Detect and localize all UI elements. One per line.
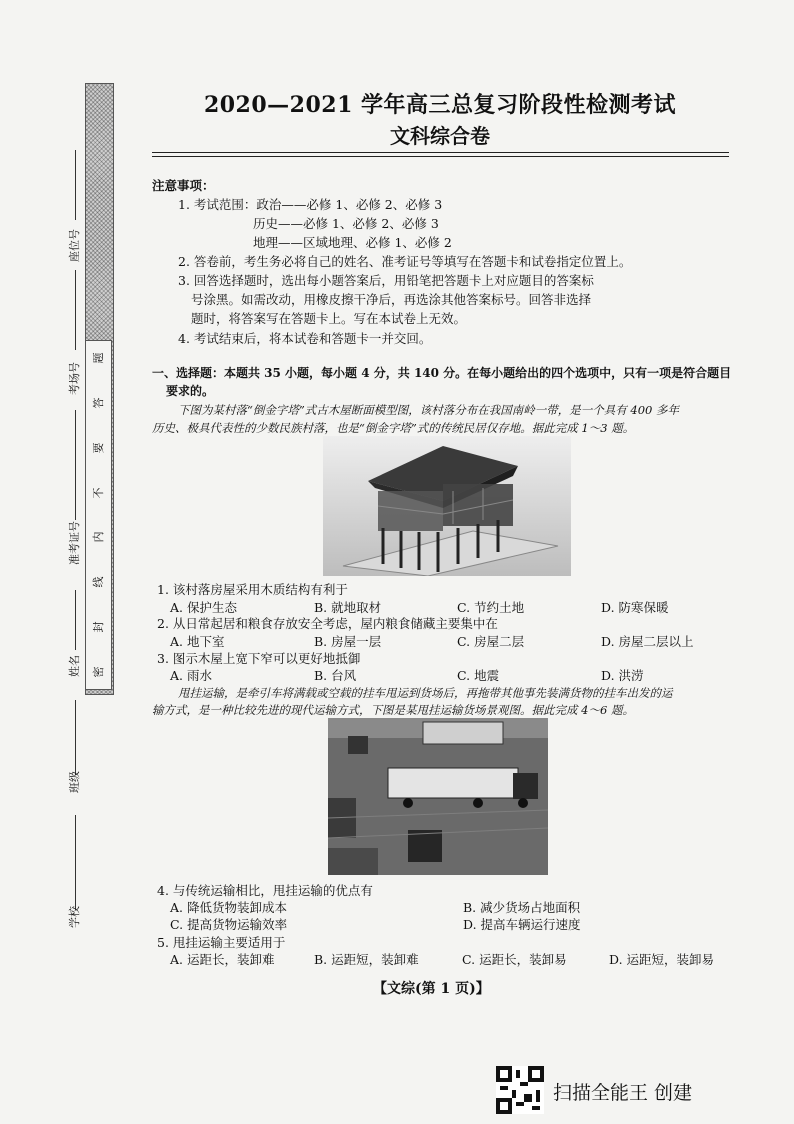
seal-char: 密 [91, 666, 105, 678]
room-number-label: 考场号 [68, 362, 81, 395]
question-stem: 5. 甩挂运输主要适用于 [157, 935, 286, 950]
notice-line: 3. 回答选择题时，选出每小题答案后，用铅笔把答题卡上对应题目的答案标 [178, 273, 594, 288]
notice-line: 1. 考试范围：政治——必修 1、必修 2、必修 3 [178, 197, 443, 212]
seal-char: 答 [91, 397, 105, 409]
seal-char: 封 [91, 621, 105, 633]
option-d[interactable]: D. 运距短，装卸易 [609, 952, 715, 967]
seal-char: 要 [91, 442, 105, 454]
option-a[interactable]: A. 降低货物装卸成本 [170, 900, 287, 915]
page-number-label: 【文综(第 1 页)】 [373, 981, 490, 997]
question-stem: 3. 图示木屋上宽下窄可以更好地抵御 [157, 651, 361, 666]
notice-heading: 注意事项： [152, 178, 215, 193]
question-stem: 4. 与传统运输相比，甩挂运输的优点有 [157, 883, 373, 898]
seat-number-label: 座位号 [68, 229, 81, 262]
option-b[interactable]: B. 运距短，装卸难 [314, 952, 419, 967]
class-label: 班级 [68, 771, 81, 793]
intro-paragraph: 历史、极具代表性的少数民族村落，也是“倒金字塔”式的传统民居仅存地。据此完成 1～3 题。 [152, 421, 635, 435]
freight-yard-image [328, 718, 548, 875]
intro-paragraph: 下图为某村落“倒金字塔”式古木屋断面模型图，该村落分布在我国南岭一带，是一个具有 400 多年 [178, 403, 680, 417]
option-b[interactable]: B. 就地取材 [314, 600, 382, 615]
option-d[interactable]: D. 防寒保暖 [601, 600, 669, 615]
option-b[interactable]: B. 减少货场占地面积 [463, 900, 581, 915]
option-a[interactable]: A. 地下室 [170, 634, 225, 649]
notice-line: 历史——必修 1、必修 2、必修 3 [253, 216, 439, 231]
name-label: 姓名 [68, 655, 81, 677]
exam-id-label: 准考证号 [68, 521, 81, 565]
notice-line: 地理——区域地理、必修 1、必修 2 [253, 235, 452, 250]
section-heading-cont: 要求的。 [166, 384, 215, 398]
question-stem: 1. 该村落房屋采用木质结构有利于 [157, 582, 348, 597]
wooden-house-model-image [323, 436, 571, 576]
seat-number-line[interactable] [75, 150, 76, 220]
room-number-line[interactable] [75, 270, 76, 350]
class-line[interactable] [75, 700, 76, 775]
option-d[interactable]: D. 洪涝 [601, 668, 644, 683]
option-c[interactable]: C. 地震 [457, 668, 500, 683]
qr-code-icon [496, 1066, 544, 1114]
option-b[interactable]: B. 台风 [314, 668, 357, 683]
exam-title: 2020—2021 学年高三总复习阶段性检测考试 [203, 92, 677, 118]
notice-line: 题时，将答案写在答题卡上。写在本试卷上无效。 [191, 311, 467, 326]
seal-char: 内 [91, 531, 105, 543]
notice-line: 2. 答卷前，考生务必将自己的姓名、准考证号等填写在答题卡和试卷指定位置上。 [178, 254, 632, 269]
option-c[interactable]: C. 提高货物运输效率 [170, 917, 288, 932]
option-b[interactable]: B. 房屋一层 [314, 634, 382, 649]
intro-paragraph: 输方式，是一种比较先进的现代运输方式，下图是某甩挂运输货场景观图。据此完成 4～6 题。 [152, 703, 634, 717]
option-c[interactable]: C. 运距长，装卸易 [462, 952, 567, 967]
exam-id-line[interactable] [75, 410, 76, 520]
option-d[interactable]: D. 提高车辆运行速度 [463, 917, 581, 932]
header-rule-top [152, 152, 729, 153]
seal-char: 线 [91, 576, 105, 588]
notice-line: 4. 考试结束后，将本试卷和答题卡一并交回。 [178, 331, 432, 346]
intro-paragraph: 甩挂运输，是牵引车将满载或空载的挂车甩运到货场后，再拖带其他事先装满货物的挂车出发的运 [178, 686, 673, 700]
section-heading: 一、选择题：本题共 35 小题，每小题 4 分，共 140 分。在每小题给出的四个选项中，只有一项是符合题目 [152, 366, 732, 380]
seal-char: 题 [91, 352, 105, 364]
option-c[interactable]: C. 房屋二层 [457, 634, 525, 649]
question-stem: 2. 从日常起居和粮食存放安全考虑，屋内粮食储藏主要集中在 [157, 616, 498, 631]
seal-line-column [85, 340, 112, 690]
seal-char: 不 [91, 487, 105, 499]
school-label: 学校 [68, 906, 81, 928]
option-a[interactable]: A. 运距长，装卸难 [170, 952, 275, 967]
option-a[interactable]: A. 保护生态 [170, 600, 237, 615]
scanner-watermark-label: 扫描全能王 创建 [553, 1082, 693, 1104]
name-line[interactable] [75, 590, 76, 650]
option-d[interactable]: D. 房屋二层以上 [601, 634, 694, 649]
school-line[interactable] [75, 815, 76, 910]
option-a[interactable]: A. 雨水 [170, 668, 212, 683]
header-rule-bottom [152, 156, 729, 157]
exam-subtitle: 文科综合卷 [390, 124, 490, 148]
option-c[interactable]: C. 节约土地 [457, 600, 525, 615]
notice-line: 号涂黑。如需改动，用橡皮擦干净后，再选涂其他答案标号。回答非选择 [191, 292, 592, 307]
